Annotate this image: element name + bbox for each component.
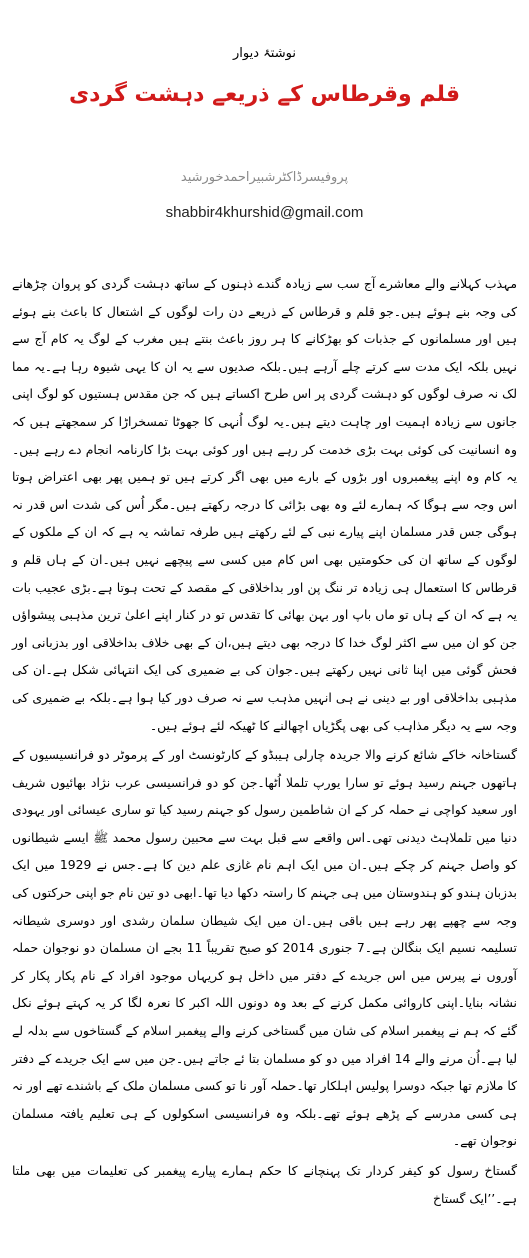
column-label: نوشتۂ دیوار — [233, 46, 296, 61]
body-paragraph: گستاخانہ خاکے شائع کرنے والا جریدہ چارلی ہیبڈو کے کارٹونسٹ اور کے پرموٹر دو فرانسیسیوں کے ہاتھوں جہنم رسید ہوئے تو سارا یورپ تلملا اُٹھا۔جن کو دو فرانسیسی عرب نژاد بھائیوں شریف اور سعید کواچی نے حملہ کر کے ان شاطمین رسول کو جہنم رسید کیا تو ساری عیسائی اور یہودی دنیا میں تلملاہٹ دیدنی تھی۔اس واقعے سے قبل بہت سے محبین رسول محمد ﷺ ایسے شیطانوں کو واصل جہنم کر چکے ہیں۔ان میں ایک اہم نام غازی علم دین کا ہے۔جس نے 1929 میں ایک بدزبان ہندو کو ہندوستان میں ہی جہنم کا راستہ دکھا دیا تھا۔ابھی دو تین نام جو اپنی حرکتوں کی وجہ سے چھپے پھر رہے ہیں باقی ہیں۔ان میں ایک شیطان سلمان رشدی اور دوسری شیطانہ تسلیمہ نسیم ایک بنگالن ہے۔7 جنوری 2014 کو صبح تقریباً 11 بجے ان مسلمان دو نوجوان حملہ آوروں نے پیرس میں اس جریدے کے دفتر میں داخل ہو کریہاں موجود افراد کے نام پکار پکار کر نشانہ بنایا۔اپنی کاروائی مکمل کرنے کے بعد وہ دونوں اللہ اکبر کا نعرہ لگا کر یہ کہتے ہوئے نکل گئے کہ ہم نے پیغمبر اسلام کی شان میں گستاخی کرنے والے پیغمبر اسلام کے گستاخوں سے بدلہ لے لیا ہے۔اُن مرنے والے 14 افراد میں دو کو مسلمان بتا ئے جاتے ہیں۔جن میں سے ایک جریدے کے دفتر کا ملازم تھا جبکہ دوسرا پولیس اہلکار تھا۔حملہ آور نا تو کسی مسلمان ملک کے باشندے تھے اور نہ ہی کسی مدرسے کے پڑھے ہوئے تھے۔بلکہ وہ فرانسیسی اسکولوں کے ہی تعلیم یافتہ مسلمان نوجوان تھے۔ — [12, 747, 517, 1149]
author-byline: پروفیسرڈاکٹرشبیراحمدخورشید — [180, 170, 349, 185]
body-paragraph: گستاخ رسول کو کیفر کردار تک پہنچانے کا حکم ہمارے پیارے پیغمبر کی تعلیمات میں بھی ملتا ہے۔’’ایک گستاخ — [12, 1163, 517, 1206]
body-paragraph: مہذب کہلانے والے معاشرے آج سب سے زیادہ گندے ذہنوں کے ساتھ دہشت گردی کو پروان چڑھانے کی وجہ بنے ہوئے ہیں۔جو قلم و قرطاس کے ذریعے دن رات لوگوں کے اشتعال کا باعث بنے ہوئے ہیں اور مسلمانوں کے جذبات کو بھڑکانے کا ہر روز باعث بنتے ہیں مغرب کے لوگ یہ کام آج سے نہیں بلکہ ایک مدت سے کرتے چلے آرہے ہیں۔بلکہ صدیوں سے یہ ان کا یہی شیوہ رہا ہے۔یہ مما لک نہ صرف لوگوں کو دہشت گردی پر اس طرح اکساتے ہیں کہ جن مقدس ہستیوں کو لوگ اپنی جانوں سے زیادہ اہمیت اور چاہت دیتے ہیں۔یہ لوگ اُنہی کا جھوٹا تمسخراڑا کر سمجھتے ہیں کہ وہ انسانیت کی کوئی بہت بڑی خدمت کر رہے ہیں اور کوئی بہت بڑا کارنامہ انجام دے رہے ہیں۔یہ کام وہ اپنے پیغمبروں اور بڑوں کے بارے میں بھی اگر کرتے ہیں تو ہمیں پھر بھی اعتراض ہوتا اس وجہ سے ہوگا کہ ہمارے لئے وہ بھی بڑائی کا درجہ رکھتے ہیں۔مگر اُس کی شدت اس قدر نہ ہوگی جس قدر مسلمان اپنے پیارے نبی کے لئے رکھتے ہیں طرفہ تماشہ یہ ہے کہ ان کے ملکوں کے لوگوں کے ساتھ ان کی حکومتیں بھی اس کام میں کسی سے پیچھے نہیں ہیں۔ان کے ہاں قلم و قرطاس کا استعمال ہی زیادہ تر ننگ پن اور بداخلاقی کے مقصد کے تحت ہوتا ہے۔بڑی عجیب بات یہ ہے کہ ان کے ہاں تو ماں باپ اور بہن بھائی کا تقدس تو در کنار اپنے اعلیٰ ترین مذہبی پیشواؤں جن کو ان میں سے اکثر لوگ خدا کا درجہ بھی دیتے ہیں،ان کے بھی خلاف بداخلاقی اور بدزبانی اور فحش گوئی میں اپنا ثانی نہیں رکھتے ہیں۔جوان کی بے ضمیری کی ایک انتہائی شکل ہے۔ان کی مذہبی بداخلاقی اور بے دینی نے ہی انہیں مذہب سے نہ صرف دور کیا ہوا ہے۔بلکہ بے ضمیری کی وجہ سے یہ دیگر مذاہب کی بھی پگڑیاں اچھالنے کا ٹھیکہ لئے ہوئے ہیں۔ — [12, 276, 517, 733]
article-body — [12, 270, 517, 1212]
article-headline: قلم وقرطاس کے ذریعے دہشت گردی — [68, 82, 461, 107]
author-email[interactable]: shabbir4khurshid@gmail.com — [165, 204, 364, 221]
